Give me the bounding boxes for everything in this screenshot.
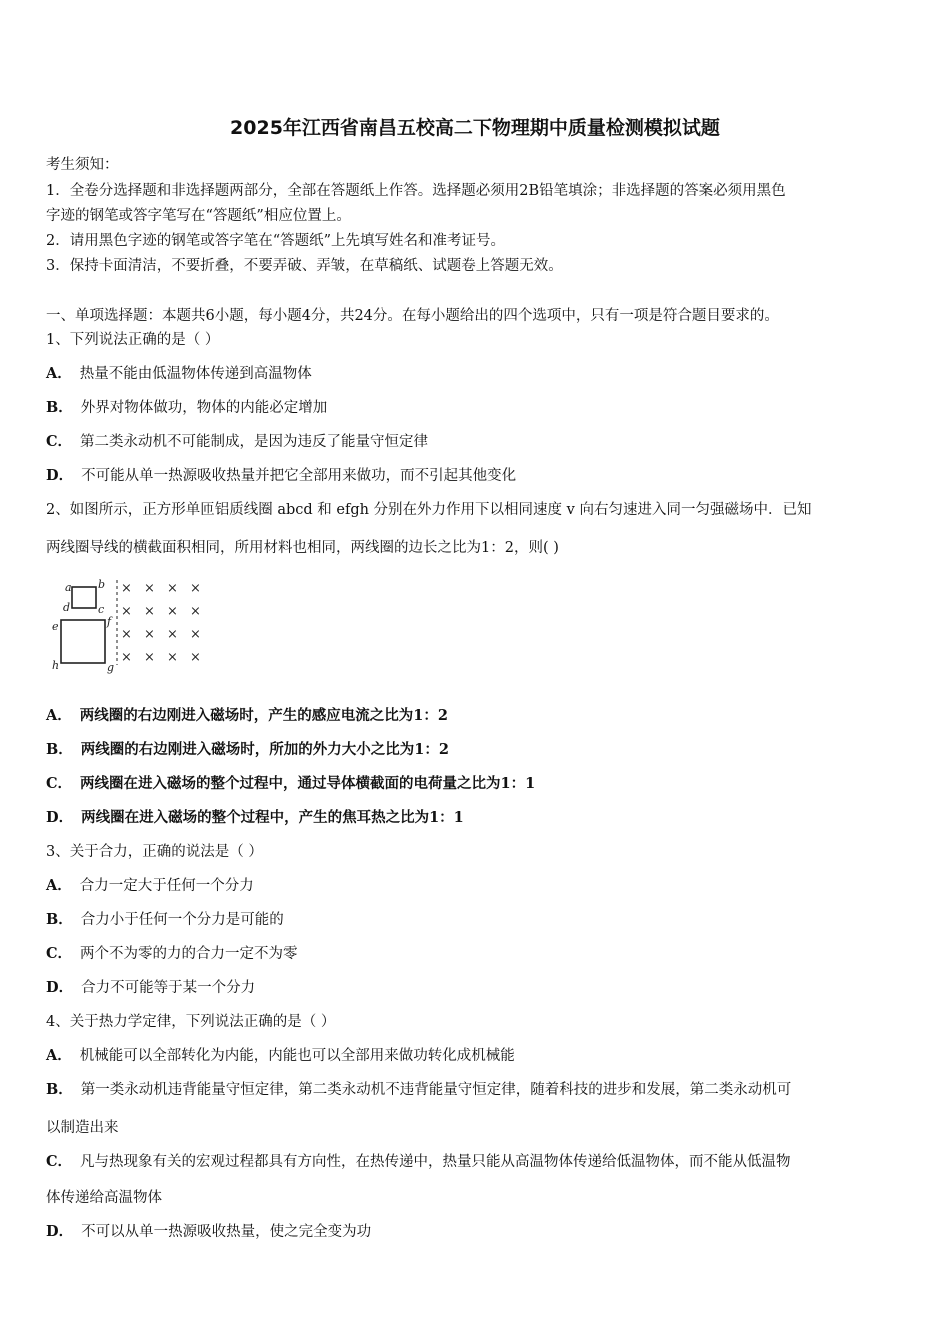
option-text: 两线圈的右边刚进入磁场时，所加的外力大小之比为1：2 bbox=[80, 741, 449, 758]
notice-item: 字迹的钢笔或答字笔写在“答题纸”相应位置上。 bbox=[46, 208, 351, 224]
page-title: 2025年江西省南昌五校高二下物理期中质量检测模拟试题 bbox=[230, 117, 720, 139]
option-text: 不可能从单一热源吸收热量并把它全部用来做功，而不引起其他变化 bbox=[81, 468, 517, 484]
option-d bbox=[46, 976, 255, 997]
field-cross: × bbox=[144, 627, 155, 642]
option-text: 体传递给高温物体 bbox=[46, 1190, 162, 1206]
question-stem: 4、关于热力学定律，下列说法正确的是（ ） bbox=[46, 1014, 336, 1030]
option-text: 第二类永动机不可能制成，是因为违反了能量守恒定律 bbox=[80, 434, 429, 450]
option-b bbox=[46, 908, 284, 929]
option-letter: C． bbox=[46, 433, 73, 450]
option-text: 以制造出来 bbox=[46, 1120, 119, 1136]
option-d bbox=[46, 806, 464, 827]
label-e: e bbox=[52, 620, 59, 633]
option-text: 合力一定大于任何一个分力 bbox=[79, 878, 254, 894]
field-cross: × bbox=[167, 581, 178, 596]
option-letter: A． bbox=[46, 1047, 72, 1064]
option-d bbox=[46, 464, 516, 485]
question-stem: 2、如图所示，正方形单匝铝质线圈 abcd 和 efgh 分别在外力作用下以相同速度 v 向右匀速进入同一匀强磁场中．已知 bbox=[46, 502, 812, 518]
option-letter: A． bbox=[46, 877, 72, 894]
option-text: 两线圈的右边刚进入磁场时，产生的感应电流之比为1：2 bbox=[79, 707, 448, 724]
option-c bbox=[46, 942, 298, 963]
field-cross: × bbox=[121, 650, 132, 665]
option-letter: B． bbox=[46, 741, 73, 758]
option-letter: C． bbox=[46, 945, 73, 962]
option-c bbox=[46, 772, 535, 793]
option-a bbox=[46, 874, 254, 895]
option-b bbox=[46, 396, 327, 417]
coil-efgh bbox=[61, 620, 105, 663]
notice-item: 2．请用黑色字迹的钢笔或答字笔在“答题纸”上先填写姓名和准考证号。 bbox=[46, 233, 506, 249]
option-text: 外界对物体做功，物体的内能必定增加 bbox=[80, 400, 328, 416]
option-text: 两线圈在进入磁场的整个过程中，通过导体横截面的电荷量之比为1：1 bbox=[80, 775, 536, 792]
field-cross: × bbox=[167, 604, 178, 619]
option-c bbox=[46, 430, 428, 451]
option-d bbox=[46, 1220, 371, 1241]
field-cross: × bbox=[144, 581, 155, 596]
option-letter: A． bbox=[46, 365, 72, 382]
notice-item: 1．全卷分选择题和非选择题两部分，全部在答题纸上作答。选择题必须用2B铅笔填涂；非选择题的答案必须用黑色 bbox=[46, 183, 786, 199]
coil-abcd bbox=[72, 587, 96, 608]
field-cross: × bbox=[190, 650, 201, 665]
option-b bbox=[46, 738, 449, 759]
coil-magnetic-field-figure bbox=[48, 575, 208, 675]
field-cross: × bbox=[121, 604, 132, 619]
option-letter: B． bbox=[46, 399, 73, 416]
field-cross: × bbox=[167, 650, 178, 665]
option-c bbox=[46, 1150, 791, 1171]
question-stem: 3、关于合力，正确的说法是（ ） bbox=[46, 844, 263, 860]
label-g: g bbox=[107, 661, 115, 674]
option-a bbox=[46, 704, 448, 725]
option-b-cont bbox=[46, 1116, 119, 1137]
field-cross: × bbox=[121, 627, 132, 642]
section-heading: 一、单项选择题：本题共6小题，每小题4分，共24分。在每小题给出的四个选项中，只有一项是符合题目要求的。 bbox=[46, 308, 779, 324]
option-a bbox=[46, 1044, 515, 1065]
question-stem-cont: 两线圈导线的横截面积相同，所用材料也相同，两线圈的边长之比为1：2，则( ) bbox=[46, 540, 559, 556]
option-letter: D． bbox=[46, 1223, 74, 1240]
notice-heading: 考生须知： bbox=[46, 157, 119, 173]
label-c: c bbox=[98, 603, 105, 616]
option-letter: D． bbox=[46, 979, 74, 996]
label-f: f bbox=[107, 615, 112, 628]
field-cross: × bbox=[121, 581, 132, 596]
option-text: 两线圈在进入磁场的整个过程中，产生的焦耳热之比为1：1 bbox=[81, 809, 464, 826]
option-text: 热量不能由低温物体传递到高温物体 bbox=[79, 366, 312, 382]
option-letter: A． bbox=[46, 707, 72, 724]
option-letter: B． bbox=[46, 911, 73, 928]
option-text: 两个不为零的力的合力一定不为零 bbox=[80, 946, 298, 962]
field-cross: × bbox=[167, 627, 178, 642]
question-stem: 1、下列说法正确的是（ ） bbox=[46, 332, 220, 348]
option-b bbox=[46, 1078, 791, 1099]
option-letter: D． bbox=[46, 467, 74, 484]
field-cross: × bbox=[190, 604, 201, 619]
option-letter: B． bbox=[46, 1081, 73, 1098]
option-text: 机械能可以全部转化为内能，内能也可以全部用来做功转化成机械能 bbox=[79, 1048, 515, 1064]
label-a: a bbox=[65, 581, 72, 594]
option-c-cont bbox=[46, 1186, 162, 1207]
option-letter: D． bbox=[46, 809, 74, 826]
label-d: d bbox=[63, 601, 71, 614]
notice-item: 3．保持卡面清洁，不要折叠，不要弄破、弄皱，在草稿纸、试题卷上答题无效。 bbox=[46, 258, 563, 274]
option-letter: C． bbox=[46, 1153, 73, 1170]
option-text: 第一类永动机违背能量守恒定律，第二类永动机不违背能量守恒定律，随着科技的进步和发展，第二类永动机可 bbox=[80, 1082, 792, 1098]
field-cross: × bbox=[144, 604, 155, 619]
option-letter: C． bbox=[46, 775, 73, 792]
option-text: 不可以从单一热源吸收热量，使之完全变为功 bbox=[81, 1224, 372, 1240]
field-cross: × bbox=[144, 650, 155, 665]
magnetic-field-crosses bbox=[121, 581, 201, 665]
option-text: 凡与热现象有关的宏观过程都具有方向性，在热传递中，热量只能从高温物体传递给低温物体，而不能从低温物 bbox=[80, 1154, 791, 1170]
field-cross: × bbox=[190, 581, 201, 596]
label-h: h bbox=[52, 659, 60, 672]
option-a bbox=[46, 362, 312, 383]
option-text: 合力不可能等于某一个分力 bbox=[81, 980, 256, 996]
label-b: b bbox=[98, 578, 106, 591]
option-text: 合力小于任何一个分力是可能的 bbox=[80, 912, 284, 928]
field-cross: × bbox=[190, 627, 201, 642]
